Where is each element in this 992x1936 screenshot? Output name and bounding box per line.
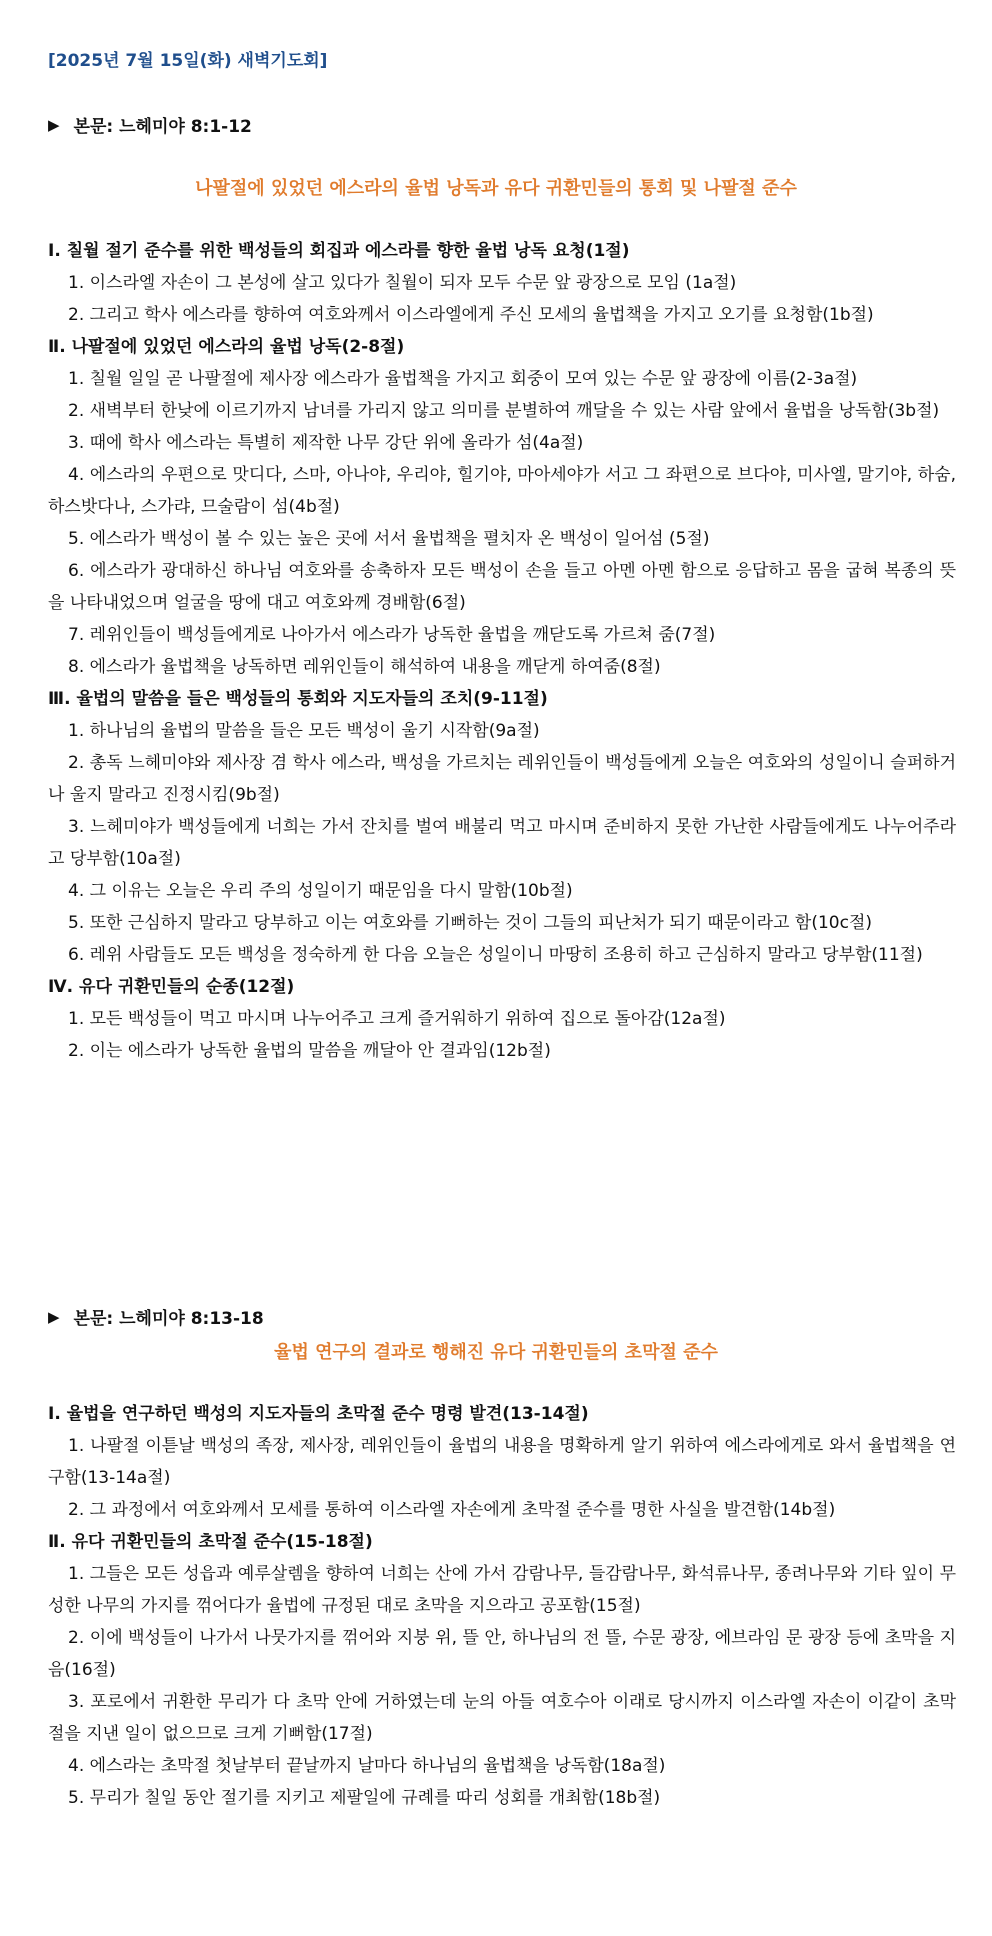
outline-item: 2. 이는 에스라가 낭독한 율법의 말씀을 깨달아 안 결과임(12b절) — [68, 1041, 551, 1061]
outline-heading: Ⅰ. 칠월 절기 준수를 위한 백성들의 회집과 에스라를 향한 율법 낭독 요청(1절) — [48, 241, 630, 261]
outline-item: 1. 그들은 모든 성읍과 예루살렘을 향하여 너희는 산에 가서 감람나무, 들감람나무, 화석류나무, 종려나무와 기타 잎이 무성한 나무의 가지를 꺾어다가 율법에 규정된 대로 초막을 지으라고 공포함(15절) — [48, 1564, 956, 1616]
sermon-title: 율법 연구의 결과로 행해진 유다 귀환민들의 초막절 준수 — [274, 1342, 718, 1363]
outline-item: 6. 레위 사람들도 모든 백성을 정숙하게 한 다음 오늘은 성일이니 마땅히 조용히 하고 근심하지 말라고 당부함(11절) — [68, 945, 923, 965]
outline-item: 1. 나팔절 이튿날 백성의 족장, 제사장, 레위인들이 율법의 내용을 명확하게 알기 위하여 에스라에게로 와서 율법책을 연구함(13-14a절) — [48, 1436, 956, 1488]
outline-section — [48, 1398, 956, 1814]
outline-item: 4. 그 이유는 오늘은 우리 주의 성일이기 때문임을 다시 말함(10b절) — [68, 881, 573, 901]
date-line: [2025년 7월 15일(화) 새벽기도회] — [48, 51, 328, 71]
outline-item: 5. 또한 근심하지 말라고 당부하고 이는 여호와를 기뻐하는 것이 그들의 피난처가 되기 때문이라고 함(10c절) — [68, 913, 873, 933]
passage-reference — [48, 1304, 264, 1329]
outline-item: 5. 무리가 칠일 동안 절기를 지키고 제팔일에 규례를 따리 성회를 개최함(18b절) — [68, 1788, 661, 1808]
outline-item: 2. 새벽부터 한낮에 이르기까지 남녀를 가리지 않고 의미를 분별하여 깨달을 수 있는 사람 앞에서 율법을 낭독함(3b절) — [68, 401, 940, 421]
passage-reference — [48, 112, 252, 137]
outline-item: 4. 에스라의 우편으로 맛디다, 스마, 아나야, 우리야, 힐기야, 마아세야가 서고 그 좌편으로 브다야, 미사엘, 말기야, 하숨, 하스밧다나, 스가랴, 므술람이 섬(4b절) — [48, 465, 956, 517]
outline-item: 3. 느헤미야가 백성들에게 너희는 가서 잔치를 벌여 배불리 먹고 마시며 준비하지 못한 가난한 사람들에게도 나누어주라고 당부함(10a절) — [48, 817, 956, 869]
outline-item: 3. 포로에서 귀환한 무리가 다 초막 안에 거하였는데 눈의 아들 여호수아 이래로 당시까지 이스라엘 자손이 이같이 초막절을 지낸 일이 없으므로 크게 기뻐함(17절) — [48, 1692, 956, 1744]
outline-item: 2. 이에 백성들이 나가서 나뭇가지를 꺾어와 지붕 위, 뜰 안, 하나님의 전 뜰, 수문 광장, 에브라임 문 광장 등에 초막을 지음(16절) — [48, 1628, 956, 1680]
triangle-bullet-icon: ▶ — [48, 1307, 60, 1326]
outline-item: 2. 총독 느헤미야와 제사장 겸 학사 에스라, 백성을 가르치는 레위인들이 백성들에게 오늘은 여호와의 성일이니 슬퍼하거나 울지 말라고 진정시킴(9b절) — [48, 753, 957, 805]
sermon-title: 나팔절에 있었던 에스라의 율법 낭독과 유다 귀환민들의 통회 및 나팔절 준수 — [195, 178, 797, 199]
outline-item: 2. 그 과정에서 여호와께서 모세를 통하여 이스라엘 자손에게 초막절 준수를 명한 사실을 발견함(14b절) — [68, 1500, 836, 1520]
outline-heading: Ⅳ. 유다 귀환민들의 순종(12절) — [48, 977, 295, 997]
outline-heading: Ⅱ. 유다 귀환민들의 초막절 준수(15-18절) — [48, 1532, 373, 1552]
passage-text: 본문: 느헤미야 8:1-12 — [73, 117, 252, 137]
triangle-bullet-icon: ▶ — [48, 115, 60, 134]
outline-item: 1. 모든 백성들이 먹고 마시며 나누어주고 크게 즐거워하기 위하여 집으로 돌아감(12a절) — [68, 1009, 726, 1029]
outline-item: 1. 칠월 일일 곧 나팔절에 제사장 에스라가 율법책을 가지고 회중이 모여 있는 수문 앞 광장에 이름(2-3a절) — [68, 369, 858, 389]
outline-item: 6. 에스라가 광대하신 하나님 여호와를 송축하자 모든 백성이 손을 들고 아멘 아멘 함으로 응답하고 몸을 굽혀 복종의 뜻을 나타내었으며 얼굴을 땅에 대고 여호와께 경배함(6절) — [48, 561, 956, 613]
outline-heading: Ⅱ. 나팔절에 있었던 에스라의 율법 낭독(2-8절) — [48, 337, 405, 357]
outline-item: 2. 그리고 학사 에스라를 향하여 여호와께서 이스라엘에게 주신 모세의 율법책을 가지고 오기를 요청함(1b절) — [68, 305, 874, 325]
outline-item: 5. 에스라가 백성이 볼 수 있는 높은 곳에 서서 율법책을 펼치자 온 백성이 일어섬 (5절) — [68, 529, 710, 549]
outline-heading: Ⅲ. 율법의 말씀을 들은 백성들의 통회와 지도자들의 조치(9-11절) — [48, 689, 548, 709]
outline-item: 7. 레위인들이 백성들에게로 나아가서 에스라가 낭독한 율법을 깨닫도록 가르쳐 줌(7절) — [68, 625, 716, 645]
outline-item: 8. 에스라가 율법책을 낭독하면 레위인들이 해석하여 내용을 깨닫게 하여줌(8절) — [68, 657, 661, 677]
outline-item: 1. 하나님의 율법의 말씀을 들은 모든 백성이 울기 시작함(9a절) — [68, 721, 540, 741]
passage-text: 본문: 느헤미야 8:13-18 — [73, 1309, 264, 1329]
outline-item: 3. 때에 학사 에스라는 특별히 제작한 나무 강단 위에 올라가 섬(4a절) — [68, 433, 584, 453]
outline-section — [48, 235, 956, 1067]
outline-item: 1. 이스라엘 자손이 그 본성에 살고 있다가 칠월이 되자 모두 수문 앞 광장으로 모임 (1a절) — [68, 273, 737, 293]
outline-heading: Ⅰ. 율법을 연구하던 백성의 지도자들의 초막절 준수 명령 발견(13-14절) — [48, 1404, 589, 1424]
outline-item: 4. 에스라는 초막절 첫날부터 끝날까지 날마다 하나님의 율법책을 낭독함(18a절) — [68, 1756, 666, 1776]
